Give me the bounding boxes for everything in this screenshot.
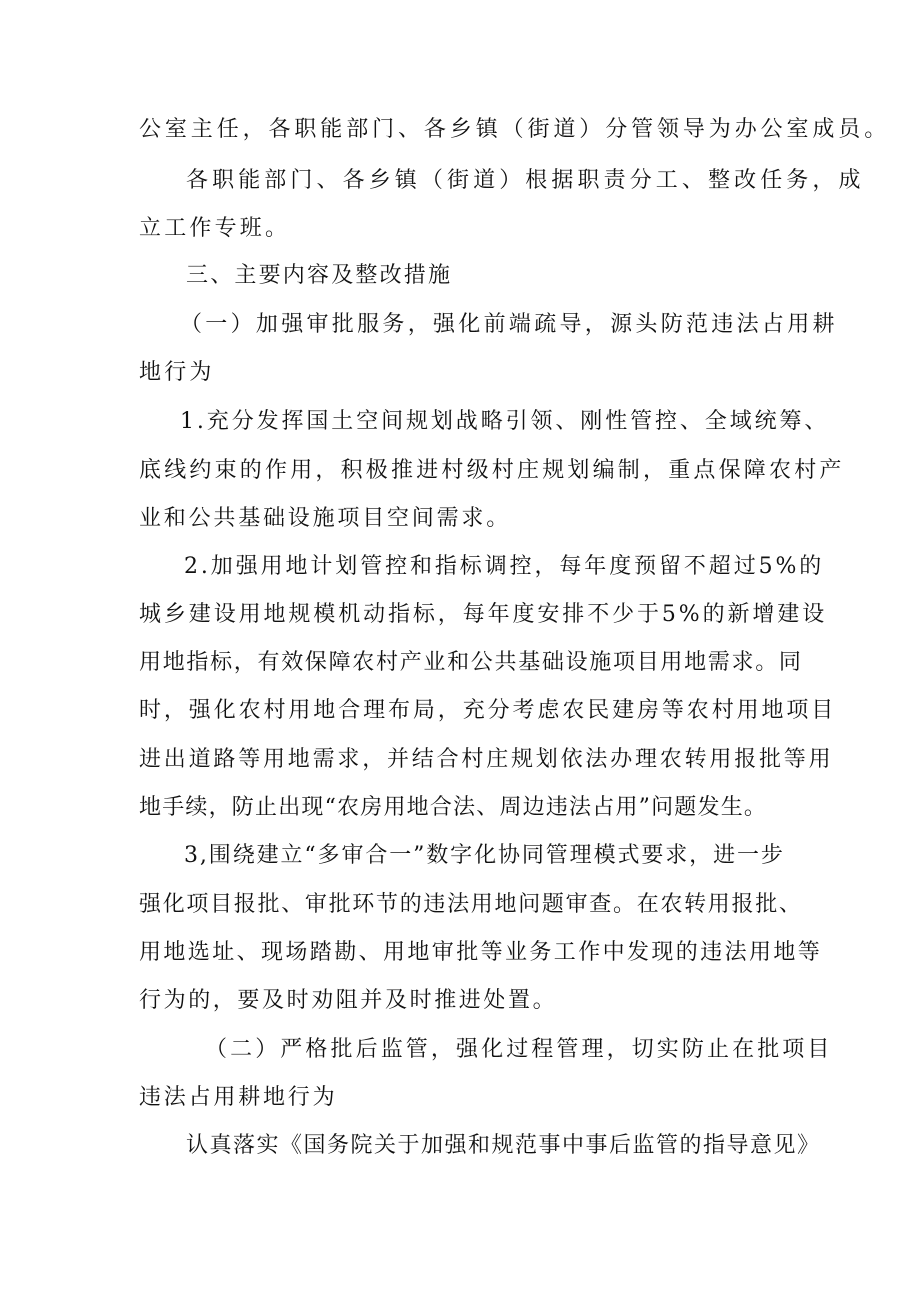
text-line: 立工作专班。: [139, 216, 291, 241]
text-line: 底线约束的作用，积极推进村级村庄规划编制，重点保障农村产: [139, 458, 845, 483]
text-line: 用地选址、现场踏勘、用地审批等业务工作中发现的违法用地等: [139, 940, 823, 965]
text-line: 业和公共基础设施项目空间需求。: [139, 506, 512, 531]
text-line: 认真落实《国务院关于加强和规范事中事后监管的指导意见》: [186, 1133, 821, 1158]
text-line: 用地指标，有效保障农村产业和公共基础设施项目用地需求。同: [139, 650, 803, 675]
subsection-heading: （二）严格批后监管，强化过程管理，切实防止在批项目: [205, 1037, 833, 1062]
subsection-heading: 违法占用耕地行为: [139, 1085, 338, 1110]
subsection-heading: 地行为: [139, 360, 215, 385]
text-line: 时，强化农村用地合理布局，充分考虑农民建房等农村用地项目: [139, 698, 837, 723]
text-line: 公室主任，各职能部门、各乡镇（街道）分管领导为办公室成员。: [139, 117, 891, 142]
subsection-heading: （一）加强审批服务，强化前端疏导，源头防范违法占用耕: [180, 312, 838, 337]
text-line: 3,围绕建立“多审合一”数字化协同管理模式要求，进一步: [184, 843, 785, 868]
text-line: 2.加强用地计划管控和指标调控，每年度预留不超过5%的: [184, 554, 825, 579]
text-line: 强化项目报批、审批环节的违法用地问题审查。在农转用报批、: [139, 892, 803, 917]
text-line: 1.充分发挥国土空间规划战略引领、刚性管控、全域统筹、: [180, 409, 830, 434]
section-heading: 三、主要内容及整改措施: [186, 263, 453, 288]
text-line: 地手续，防止出现“农房用地合法、周边违法占用”问题发生。: [139, 795, 768, 820]
text-line: 行为的，要及时劝阻并及时推进处置。: [139, 988, 558, 1013]
text-line: 城乡建设用地规模机动指标，每年度安排不少于5%的新增建设: [139, 602, 828, 627]
text-line: 进出道路等用地需求，并结合村庄规划依法办理农转用报批等用: [139, 747, 834, 772]
text-line: 各职能部门、各乡镇（街道）根据职责分工、整改任务，成: [186, 168, 865, 193]
